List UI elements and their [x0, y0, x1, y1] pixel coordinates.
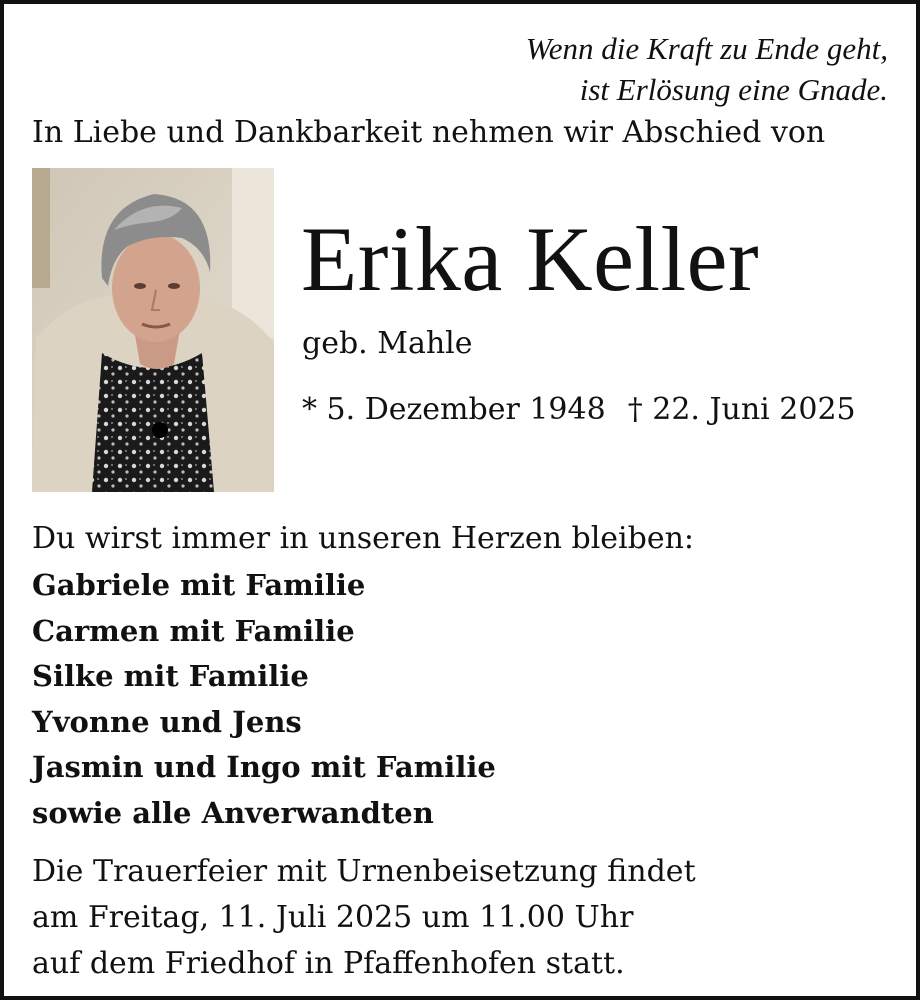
- ceremony-line-2: am Freitag, 11. Juli 2025 um 11.00 Uhr: [32, 900, 634, 935]
- motto-line-1: Wenn die Kraft zu Ende geht,: [525, 31, 888, 66]
- motto-line-2: ist Erlösung eine Gnade.: [579, 72, 888, 107]
- portrait-photo: [32, 168, 274, 492]
- birth-name: geb. Mahle: [302, 326, 473, 361]
- ceremony-info: [32, 849, 696, 987]
- mourner-item: Yvonne und Jens: [32, 704, 302, 739]
- mourners-list: [32, 563, 496, 836]
- ceremony-line-1: Die Trauerfeier mit Urnenbeisetzung findet: [32, 854, 696, 889]
- ceremony-line-3: auf dem Friedhof in Pfaffenhofen statt.: [32, 946, 625, 981]
- mourner-item: Gabriele mit Familie: [32, 568, 366, 602]
- mourner-item: Carmen mit Familie: [32, 613, 355, 648]
- mourner-item: Jasmin und Ingo mit Familie: [32, 750, 496, 784]
- life-dates: [302, 388, 856, 432]
- death-date: † 22. Juni 2025: [627, 392, 856, 427]
- mourner-item: Silke mit Familie: [32, 659, 309, 693]
- deceased-name: Erika Keller: [301, 208, 760, 310]
- mourners-intro: Du wirst immer in unseren Herzen bleiben:: [32, 521, 695, 556]
- intro-text: In Liebe und Dankbarkeit nehmen wir Abschied von: [32, 115, 826, 150]
- motto-quote: [526, 28, 888, 110]
- birth-date: * 5. Dezember 1948: [302, 392, 606, 427]
- mourner-item: sowie alle Anverwandten: [32, 795, 434, 830]
